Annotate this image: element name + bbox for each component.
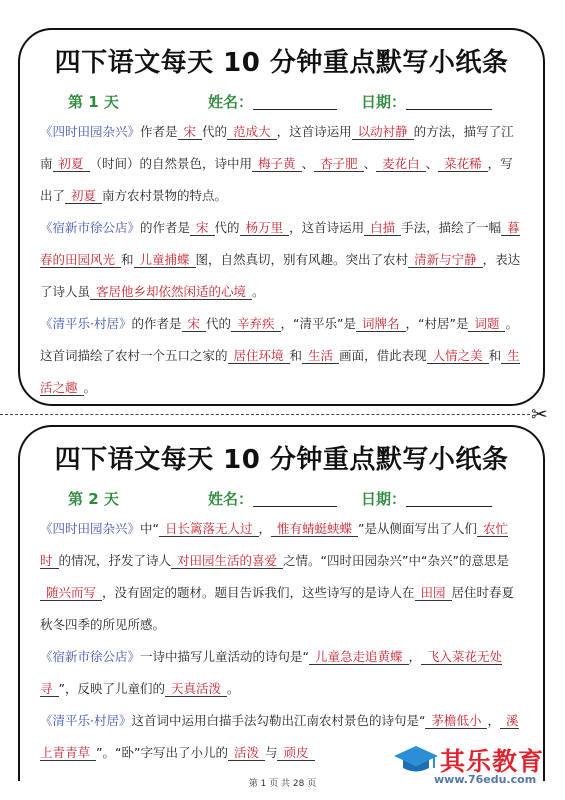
passage-text: 南方农村景物的特点。 — [102, 188, 228, 203]
passage-text: 作者是 — [140, 124, 178, 139]
scissors-icon: ✂ — [531, 402, 548, 426]
card-body — [20, 116, 543, 404]
passage-text: ，写出了 — [40, 156, 513, 203]
passage-text: 与 — [264, 745, 278, 760]
answer-blank[interactable]: 清新与宁静 — [408, 252, 483, 268]
book-title: 《四时田园杂兴》 — [40, 521, 141, 536]
passage-text: ，表达了诗人虽 — [40, 252, 521, 299]
answer-blank[interactable]: 茅檐低小 — [425, 713, 487, 729]
passage-text: 之情。“四时田园杂兴”中“杂兴”的意思是 — [283, 553, 509, 568]
passage-text: 代的 — [206, 316, 232, 331]
passage-text: ， — [487, 713, 500, 728]
date-blank[interactable] — [406, 93, 492, 110]
passage-text: ”是从侧面写出了人们 — [358, 521, 478, 536]
date-label: 日期： — [361, 490, 407, 508]
answer-blank[interactable]: 随兴而写 — [40, 585, 102, 601]
passage-paragraph — [40, 513, 525, 641]
book-title: 《清平乐·村居》 — [40, 713, 132, 728]
answer-blank[interactable]: 日长篱落无人过 — [159, 521, 259, 537]
answer-blank[interactable]: 梅子黄 — [252, 156, 302, 172]
passage-text: 代的 — [202, 124, 228, 139]
passage-text: ，这首诗运用 — [289, 220, 365, 235]
book-title: 《宿新市徐公店》 — [40, 220, 141, 235]
answer-blank[interactable]: 词题 — [468, 316, 505, 332]
answer-blank[interactable]: 居住环境 — [228, 348, 290, 364]
answer-blank[interactable]: 溪上青青草 — [40, 713, 519, 760]
passage-text: 和 — [121, 252, 134, 267]
answer-blank[interactable]: 杨万里 — [240, 220, 290, 236]
passage-text: 、 — [301, 156, 315, 171]
book-title: 《四时田园杂兴》 — [40, 124, 141, 139]
answer-blank[interactable]: 暮春的田园风光 — [40, 220, 520, 267]
passage-paragraph — [40, 641, 525, 705]
info-row — [68, 91, 543, 112]
passage-text: 、 — [425, 156, 439, 171]
passage-paragraph — [40, 212, 525, 308]
passage-text: ，“清平乐”是 — [280, 316, 356, 331]
passage-text: 。这首词描绘了农村一个五口之家的 — [40, 316, 518, 363]
passage-text: ”。“卧”字写出了小儿的 — [96, 745, 228, 760]
book-title: 《宿新市徐公店》 — [40, 649, 141, 664]
passage-text: 一诗中描写儿童活动的诗句是“ — [140, 649, 309, 664]
passage-text: 的作者是 — [140, 220, 191, 235]
brand-logo-text: 其乐教育 — [440, 747, 545, 776]
name-blank[interactable] — [253, 490, 337, 507]
name-label: 姓名： — [208, 490, 254, 508]
passage-text: 。 — [252, 284, 265, 299]
passage-text: ，“村居”是 — [405, 316, 469, 331]
answer-blank[interactable]: 生活 — [302, 348, 339, 364]
card-title: 四下语文每天 10 分钟重点默写小纸条 — [54, 48, 509, 78]
passage-text: 这首词中运用白描手法勾勒出江南农村景色的诗句是“ — [131, 713, 426, 728]
answer-blank[interactable]: 辛弃疾 — [231, 316, 281, 332]
passage-text: 画面，借此表现 — [339, 348, 427, 363]
name-label: 姓名： — [208, 93, 254, 111]
answer-blank[interactable]: 麦花白 — [376, 156, 426, 172]
passage-paragraph — [40, 116, 525, 212]
answer-blank[interactable]: 惟有蜻蜓蛱蝶 — [271, 521, 358, 537]
answer-blank[interactable]: 白描 — [364, 220, 401, 236]
answer-blank[interactable]: 顽皮 — [277, 745, 314, 761]
date-blank[interactable] — [406, 490, 492, 507]
passage-text: ”，反映了儿童们的 — [58, 681, 165, 696]
passage-text: 图，自然真切，别有风趣。突出了农村 — [195, 252, 409, 267]
day-label: 第 2 天 — [68, 490, 119, 508]
dictation-card-day-2 — [18, 425, 545, 781]
passage-text: 和 — [289, 348, 303, 363]
passage-text: ， — [408, 649, 422, 664]
answer-blank[interactable]: 人情之美 — [427, 348, 489, 364]
passage-text: ，这首诗运用 — [276, 124, 352, 139]
name-blank[interactable] — [253, 93, 337, 110]
answer-blank[interactable]: 活泼 — [228, 745, 265, 761]
answer-blank[interactable]: 飞入菜花无处寻 — [40, 649, 503, 696]
answer-blank[interactable]: 以动衬静 — [352, 124, 414, 140]
card-title: 四下语文每天 10 分钟重点默写小纸条 — [54, 445, 509, 475]
graduation-cap-icon — [392, 744, 440, 776]
passage-text: ， — [258, 521, 272, 536]
passage-text: 和 — [488, 348, 502, 363]
answer-blank[interactable]: 宋 — [178, 124, 203, 140]
answer-blank[interactable]: 田园 — [415, 585, 452, 601]
passage-text: 手法，描绘了一幅 — [401, 220, 502, 235]
card-body — [20, 513, 543, 769]
passage-text: 中“ — [140, 521, 159, 536]
brand-url: www.76edu.com — [434, 773, 537, 786]
date-label: 日期： — [361, 93, 407, 111]
answer-blank[interactable]: 词牌名 — [356, 316, 406, 332]
info-row — [68, 488, 543, 509]
answer-blank[interactable]: 宋 — [190, 220, 215, 236]
answer-blank[interactable]: 菜花稀 — [438, 156, 488, 172]
passage-text: （时间）的自然景色，诗中用 — [89, 156, 253, 171]
answer-blank[interactable]: 宋 — [182, 316, 207, 332]
passage-text: 、 — [363, 156, 377, 171]
answer-blank[interactable]: 生活之趣 — [40, 348, 520, 395]
page-footer: 第 1 页 共 28 页 — [248, 779, 317, 789]
passage-text: 的方法，描写了江南 — [40, 124, 514, 171]
answer-blank[interactable]: 客居他乡却依然闲适的心境 — [90, 284, 252, 300]
book-title: 《清平乐·村居》 — [40, 316, 132, 331]
dictation-card-day-1 — [18, 28, 545, 406]
passage-text: 的作者是 — [131, 316, 182, 331]
answer-blank[interactable]: 儿童捕蝶 — [134, 252, 196, 268]
answer-blank[interactable]: 范成大 — [227, 124, 277, 140]
answer-blank[interactable]: 儿童急走追黄蝶 — [309, 649, 409, 665]
answer-blank[interactable]: 农忙时 — [40, 521, 509, 568]
passage-text: 居住时春夏秋冬四季的所见所感。 — [40, 585, 515, 632]
passage-paragraph — [40, 308, 525, 404]
answer-blank[interactable]: 初夏 — [53, 156, 90, 172]
passage-text: 的情况，抒发了诗人 — [58, 553, 172, 568]
passage-text: 。 — [83, 380, 97, 395]
answer-blank[interactable]: 初夏 — [65, 188, 102, 204]
answer-blank[interactable]: 天真活泼 — [165, 681, 227, 697]
answer-blank[interactable]: 对田园生活的喜爱 — [171, 553, 283, 569]
answer-blank[interactable]: 杏子肥 — [314, 156, 364, 172]
passage-text: ，没有固定的题材。题目告诉我们，这些诗写的是诗人在 — [102, 585, 415, 600]
cut-line — [0, 414, 530, 415]
passage-text: 。 — [227, 681, 240, 696]
passage-text: 代的 — [214, 220, 240, 235]
day-label: 第 1 天 — [68, 93, 119, 111]
